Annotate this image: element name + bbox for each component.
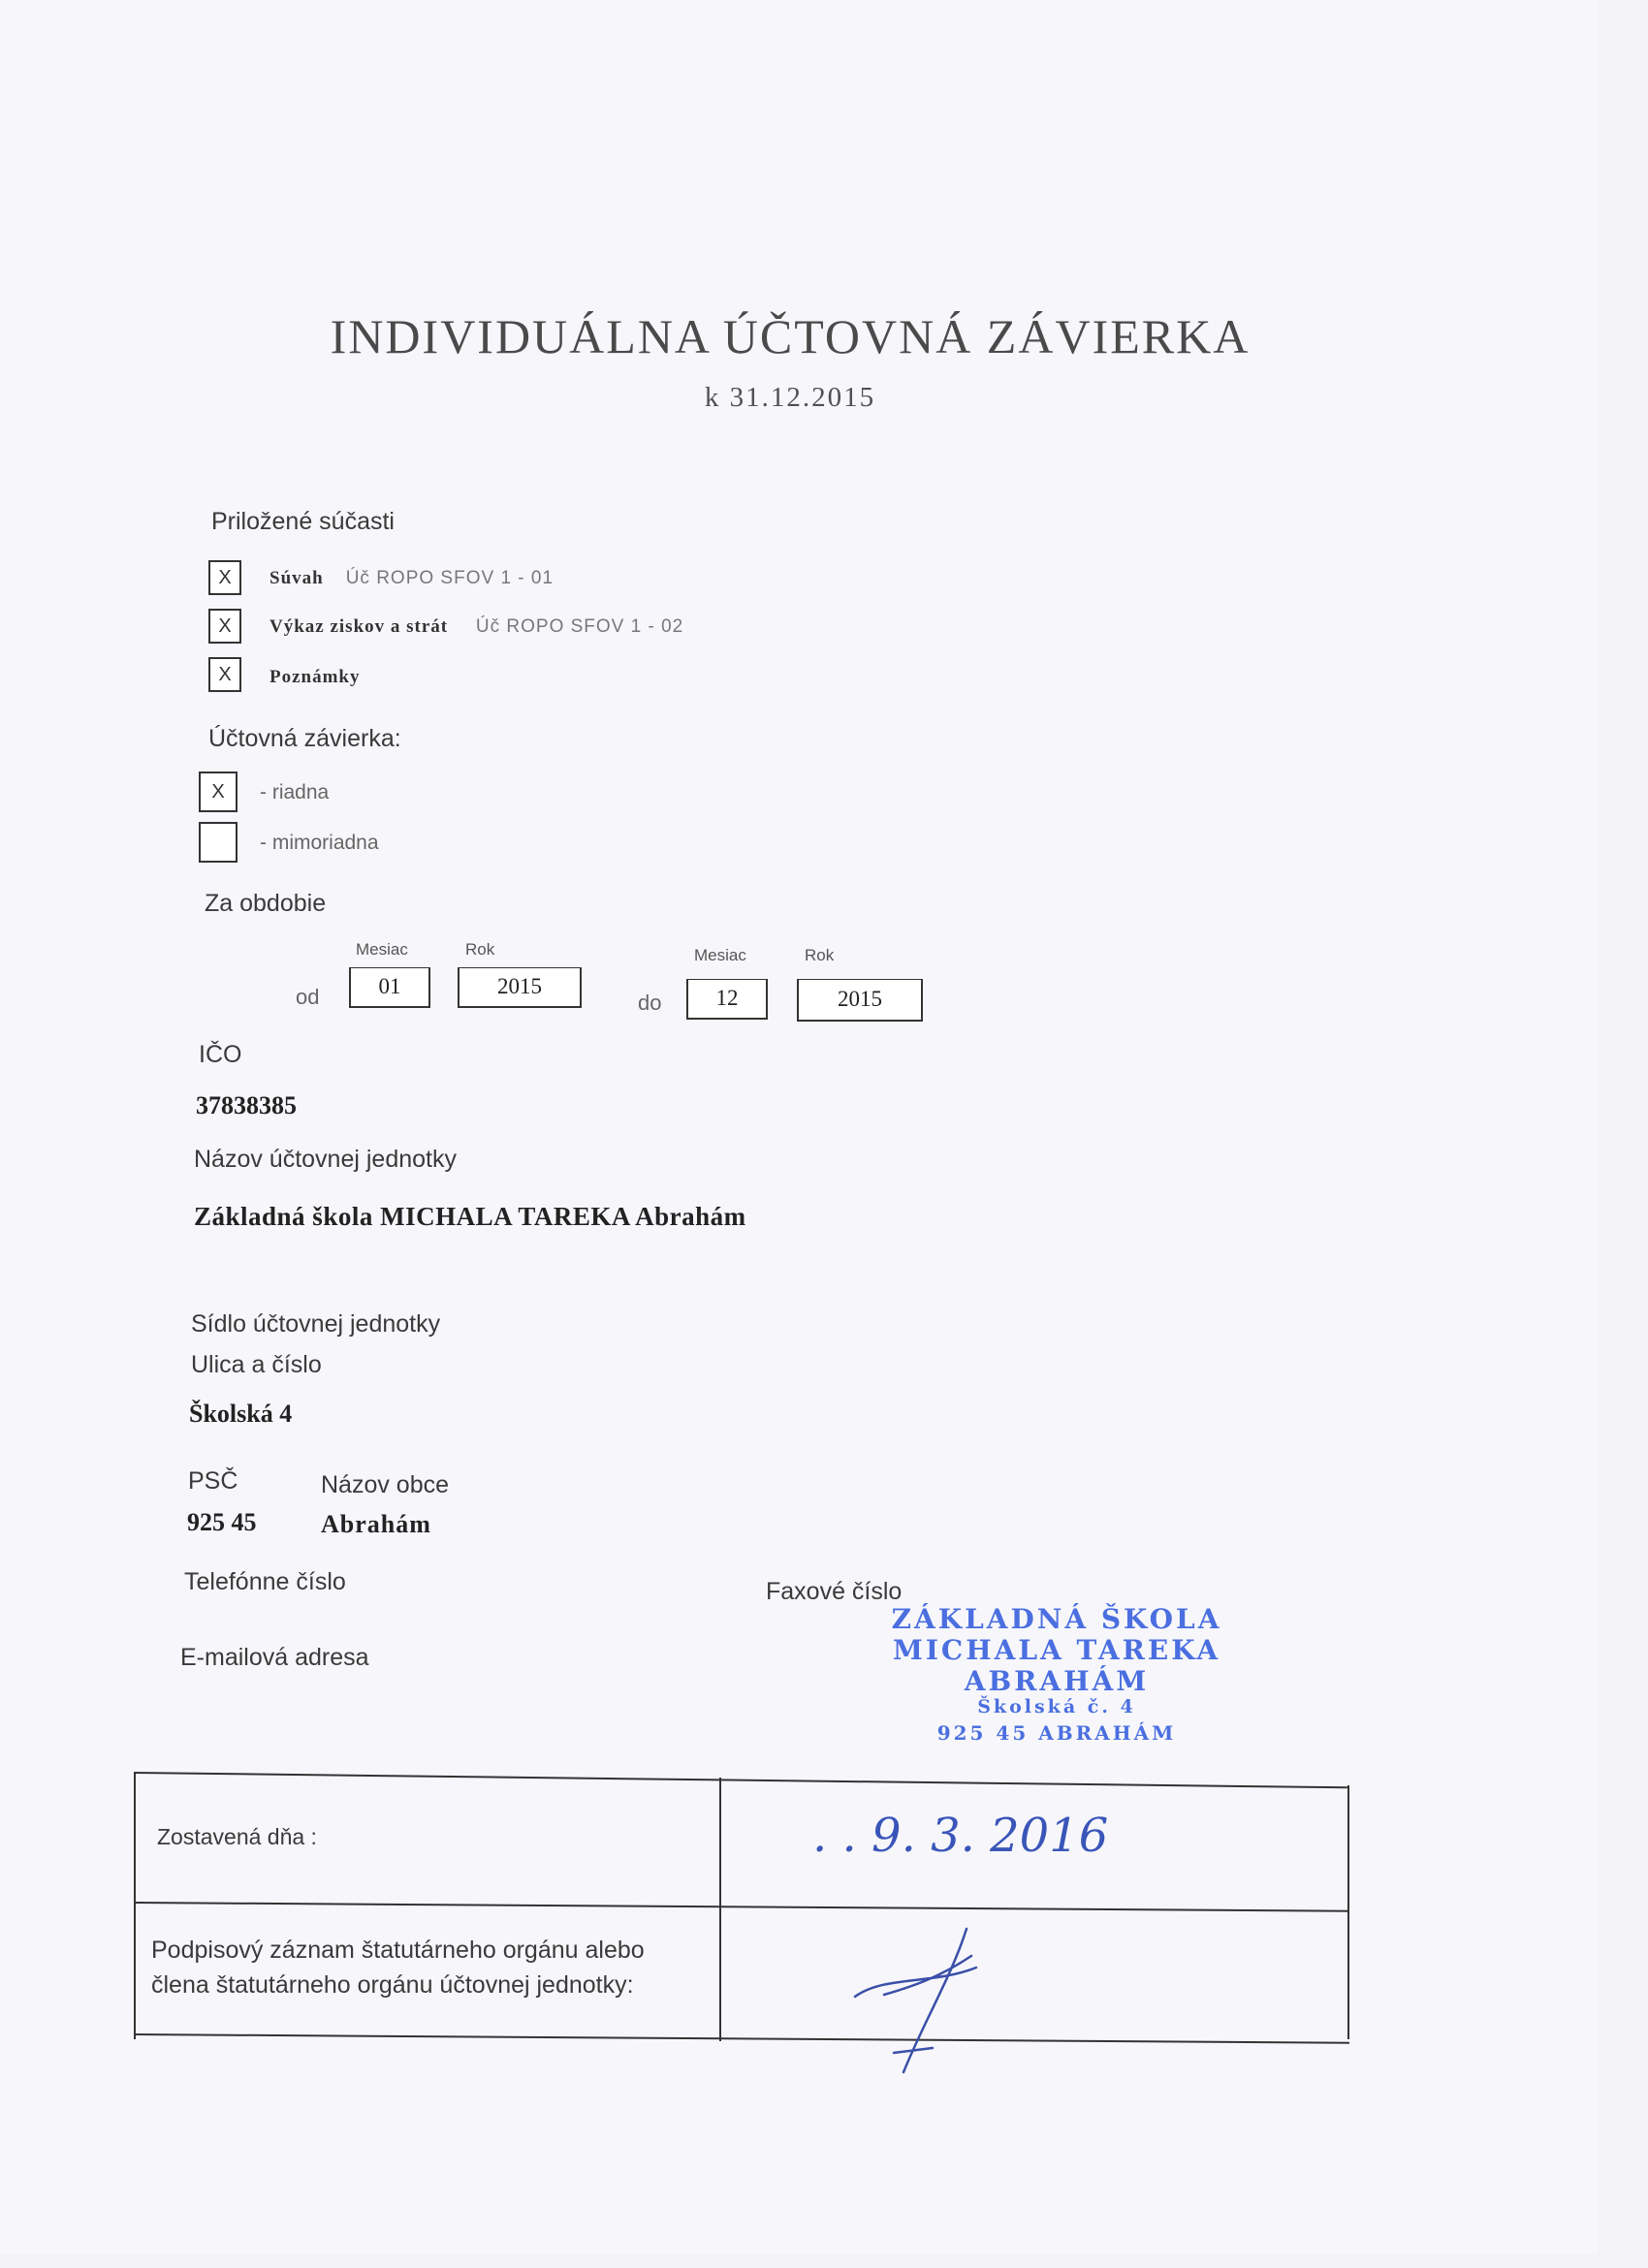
- attachment-balance-ref: Úč ROPO SFOV 1 - 01: [345, 568, 555, 588]
- table-bottom-border: [134, 2033, 1349, 2044]
- to-year-caption: Rok: [805, 946, 835, 964]
- from-month-caption: Mesiac: [356, 940, 408, 959]
- to-label: do: [638, 991, 662, 1015]
- signature-label-line-2: člena štatutárneho orgánu účtovnej jednotky:: [151, 1971, 634, 1999]
- city-value: Abrahám: [321, 1510, 431, 1538]
- compiled-label: Zostavená dňa :: [157, 1824, 317, 1849]
- street-label: Ulica a číslo: [191, 1351, 322, 1378]
- ico-value: 37838385: [196, 1091, 297, 1119]
- attachments-label: Priložené súčasti: [211, 508, 395, 535]
- attachment-balance-checkbox[interactable]: X: [208, 560, 241, 595]
- psc-label: PSČ: [188, 1467, 238, 1495]
- signature-label-line-1: Podpisový záznam štatutárneho orgánu alebo: [151, 1937, 645, 1964]
- stamp-line-2: MICHALA TAREKA: [892, 1634, 1221, 1666]
- entity-name-value: Základná škola MICHALA TAREKA Abrahám: [194, 1202, 746, 1231]
- document-date: k 31.12.2015: [704, 382, 876, 413]
- attachment-notes: [269, 667, 361, 688]
- statement-regular-label: - riadna: [260, 781, 330, 803]
- attachment-notes-checkbox[interactable]: X: [208, 657, 241, 692]
- ico-label: IČO: [199, 1041, 242, 1068]
- attachment-pl-name: Výkaz ziskov a strát: [269, 616, 449, 637]
- fax-label: Faxové číslo: [766, 1578, 903, 1605]
- table-right-border: [1347, 1785, 1349, 2039]
- period-label: Za obdobie: [205, 890, 327, 917]
- stamp-line-4: Školská č. 4: [977, 1696, 1136, 1717]
- statement-type-label: Účtovná závierka:: [208, 725, 401, 752]
- document-title: INDIVIDUÁLNA ÚČTOVNÁ ZÁVIERKA: [330, 309, 1251, 363]
- phone-label: Telefónne číslo: [184, 1568, 346, 1595]
- psc-value: 925 45: [187, 1508, 257, 1536]
- to-year-field[interactable]: 2015: [797, 979, 923, 1022]
- signoff-table: [128, 1772, 1349, 2043]
- from-label: od: [296, 985, 320, 1009]
- entity-seat-label: Sídlo účtovnej jednotky: [191, 1310, 441, 1338]
- city-label: Názov obce: [321, 1471, 450, 1498]
- entity-name-label: Názov účtovnej jednotky: [194, 1146, 457, 1173]
- from-year-caption: Rok: [465, 940, 495, 959]
- to-month-caption: Mesiac: [694, 946, 746, 964]
- attachment-notes-name: Poznámky: [269, 667, 361, 687]
- statement-extraordinary-checkbox[interactable]: [199, 822, 238, 863]
- table-middle-border: [134, 1902, 1349, 1912]
- attachment-pl-ref: Úč ROPO SFOV 1 - 02: [475, 616, 684, 637]
- to-month-field[interactable]: 12: [686, 979, 768, 1020]
- table-center-border: [719, 1778, 721, 2041]
- attachment-balance-name: Súvah: [269, 568, 324, 588]
- stamp-line-5: 925 45 ABRAHÁM: [936, 1721, 1177, 1745]
- statement-extraordinary-label: - mimoriadna: [260, 832, 379, 854]
- attachment-balance: [269, 568, 554, 589]
- stamp-line-3: ABRAHÁM: [964, 1665, 1150, 1697]
- table-left-border: [134, 1772, 136, 2039]
- table-top-border: [134, 1772, 1347, 1788]
- statement-regular-checkbox[interactable]: X: [199, 772, 238, 812]
- signature-scribble: [826, 1917, 1078, 2082]
- street-value: Školská 4: [189, 1400, 293, 1428]
- from-month-field[interactable]: 01: [349, 967, 430, 1008]
- from-year-field[interactable]: 2015: [458, 967, 582, 1008]
- attachment-pl: [269, 616, 683, 638]
- attachment-pl-checkbox[interactable]: X: [208, 609, 241, 644]
- email-label: E-mailová adresa: [180, 1644, 369, 1671]
- compiled-date: . . 9. 3. 2016: [812, 1809, 1109, 1863]
- stamp-line-1: ZÁKLADNÁ ŠKOLA: [891, 1603, 1222, 1635]
